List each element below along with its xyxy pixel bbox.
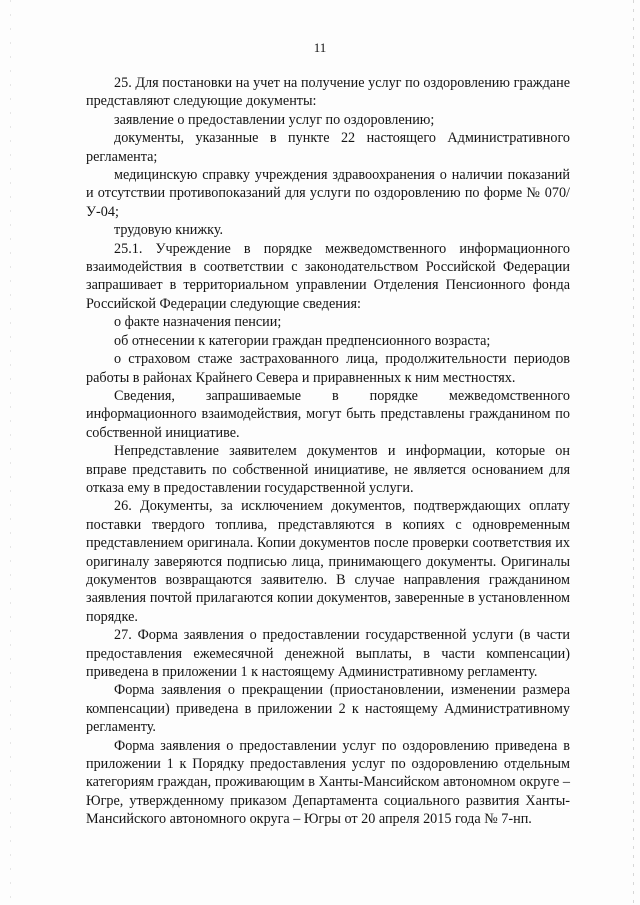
- paragraph-27: 27. Форма заявления о предоставлении государственной услуги (в части предоставления ежемесячной денежной выплаты, в части компенсации) приведена в приложении 1 к настоящему Административному регламенту.: [86, 627, 570, 680]
- paragraph-information: Сведения, запрашиваемые в порядке межведомственного информационного взаимодействия, могут быть представлены гражданином по собственной инициативе.: [86, 387, 570, 441]
- paragraph-list-item: медицинскую справку учреждения здравоохранения о наличии показаний и отсутствии противопоказаний для услуги по оздоровлению по форме № 070/У-04;: [86, 167, 570, 220]
- scan-edge-right-line: [633, 0, 634, 905]
- paragraph-list-item: об отнесении к категории граждан предпенсионного возраста;: [114, 332, 491, 349]
- paragraph-25: 25. Для постановки на учет на получение услуг по оздоровлению граждане представляют следующие документы:: [86, 75, 570, 110]
- paragraph-25-1: 25.1. Учреждение в порядке межведомственного информационного взаимодействия в соответствии с законодательством Российской Федерации запрашивает в территориальном управлении Отделения Пенсионного фонда Российской Федерации следующие сведения:: [86, 240, 570, 312]
- paragraph-26: 26. Документы, за исключением документов, подтверждающих оплату поставки твердого топлива, представляются в копиях с одновременным представлением оригинала. Копии документов после проверки соответствия их оригиналу заверяются подписью лица, принимающего документы. Оригиналы документов возвращаются заявителю. В случае направления гражданином заявления почтой прилагаются копии документов, заверенные в установленном порядке.: [86, 498, 570, 625]
- scan-edge-left-line: [10, 0, 11, 905]
- paragraph-list-item: заявление о предоставлении услуг по оздоровлению;: [114, 111, 435, 128]
- paragraph-non-submission: Непредставление заявителем документов и информации, которые он вправе представить по собственной инициативе, не является основанием для отказа ему в предоставлении государственной услуги.: [86, 443, 570, 496]
- paragraph-list-item: о факте назначения пенсии;: [114, 314, 282, 331]
- paragraph-form-health: Форма заявления о предоставлении услуг по оздоровлению приведена в приложении 1 к Порядку предоставления услуг по оздоровлению отдельным категориям граждан, проживающим в Ханты-Мансийском автономном округе – Югре, утвержденному приказом Департамента социального развития Ханты-Мансийского автономного округа – Югры от 20 апреля 2015 года № 7-нп.: [86, 737, 570, 828]
- paragraph-list-item: документы, указанные в пункте 22 настоящего Административного регламента;: [86, 130, 570, 165]
- paragraph-form-termination: Форма заявления о прекращении (приостановлении, изменении размера компенсации) приведена в приложении 2 к настоящему Административному регламенту.: [86, 682, 570, 736]
- document-body: [86, 74, 570, 829]
- paragraph-list-item: о страховом стаже застрахованного лица, продолжительности периодов работы в районах Крайнего Севера и приравненных к ним местностях.: [86, 351, 570, 386]
- paragraph-list-item: трудовую книжку.: [114, 222, 224, 239]
- page-number: 11: [313, 40, 327, 55]
